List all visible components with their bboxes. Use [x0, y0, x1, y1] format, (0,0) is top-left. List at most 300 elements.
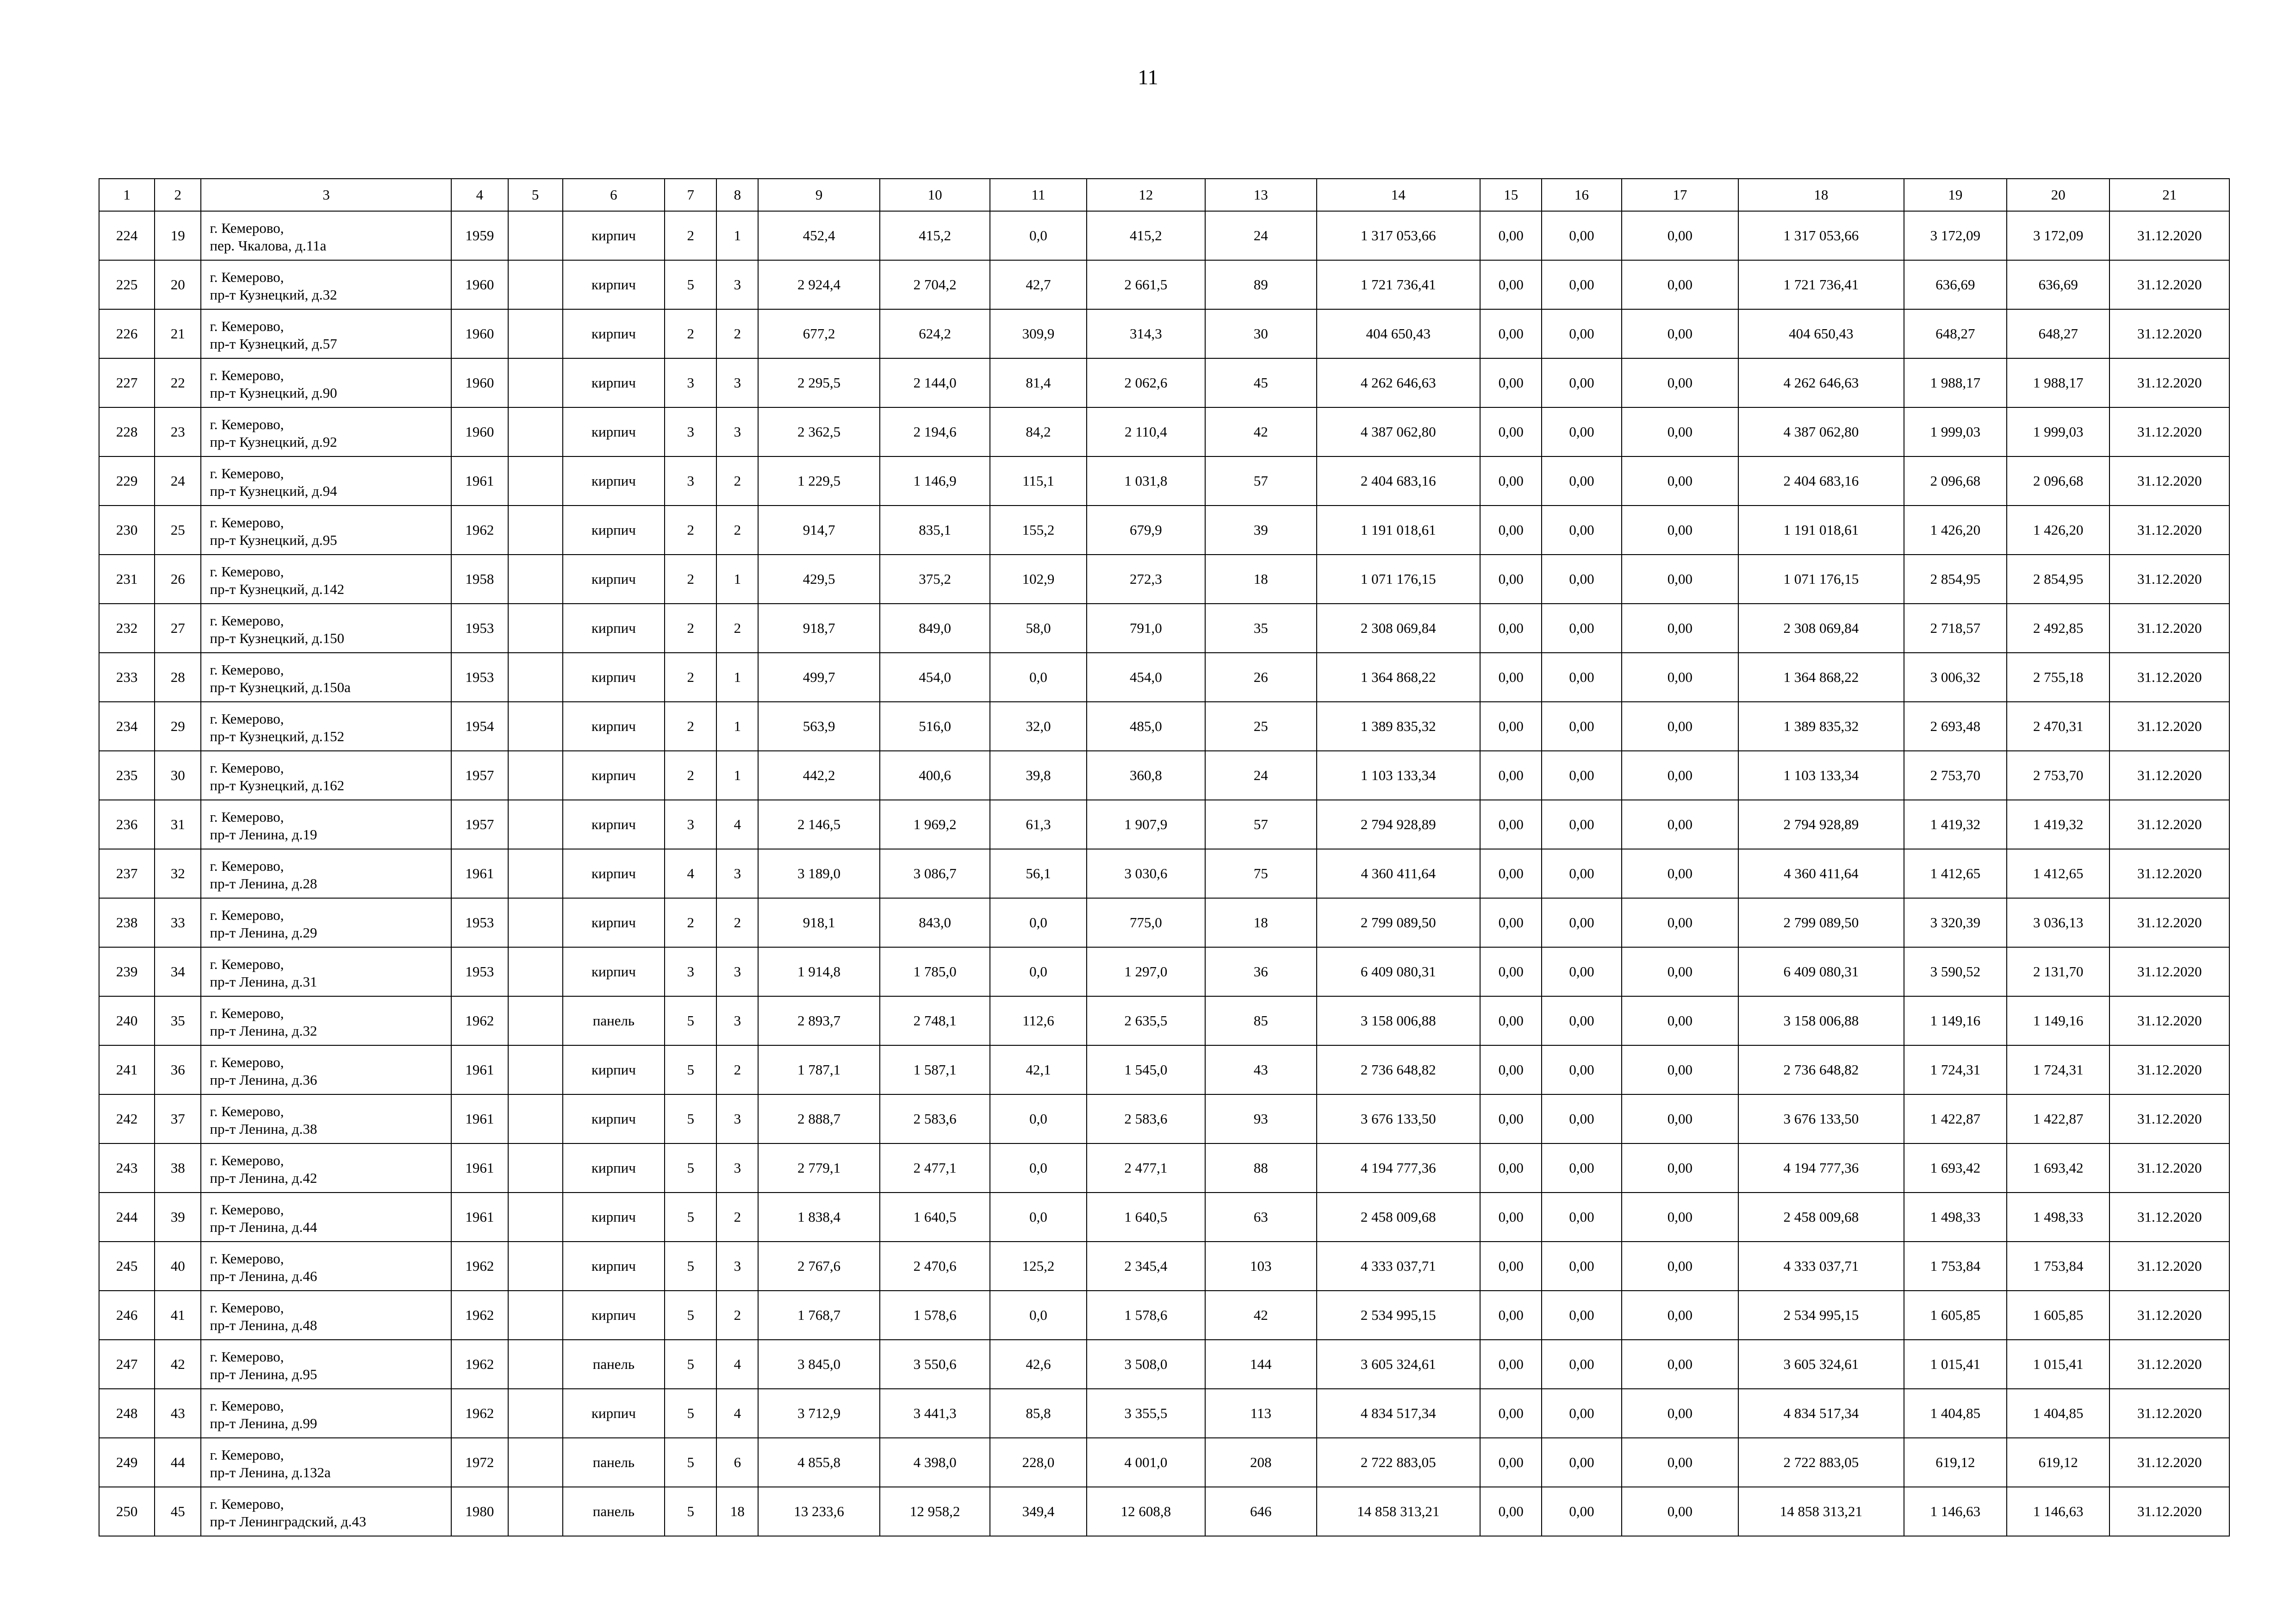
table-cell: [508, 456, 563, 506]
address-cell: [201, 800, 451, 849]
table-cell: 4 834 517,34: [1738, 1389, 1904, 1438]
table-cell: 42: [1205, 1291, 1316, 1340]
table-row: [99, 849, 2229, 898]
table-cell: 3 590,52: [1904, 947, 2007, 996]
header-row: [99, 179, 2229, 211]
address-street: пр-т Ленинградский, д.43: [210, 1513, 367, 1530]
address-cell: [201, 260, 451, 309]
table-cell: 1960: [451, 309, 508, 358]
table-cell: 56,1: [990, 849, 1086, 898]
table-cell: 75: [1205, 849, 1316, 898]
table-cell: кирпич: [563, 1143, 665, 1193]
table-cell: 1962: [451, 1242, 508, 1291]
table-cell: 0,00: [1480, 947, 1542, 996]
table-cell: 1 389 835,32: [1738, 702, 1904, 751]
table-cell: 3 006,32: [1904, 653, 2007, 702]
table-cell: 103: [1205, 1242, 1316, 1291]
table-cell: 0,00: [1542, 309, 1621, 358]
table-cell: 235: [99, 751, 155, 800]
table-cell: 0,00: [1542, 506, 1621, 555]
table-cell: 0,00: [1542, 849, 1621, 898]
table-cell: 1 412,65: [1904, 849, 2007, 898]
table-cell: кирпич: [563, 1389, 665, 1438]
table-cell: [508, 407, 563, 456]
table-cell: 0,00: [1480, 309, 1542, 358]
column-header: 16: [1542, 179, 1621, 211]
table-cell: 14 858 313,21: [1738, 1487, 1904, 1536]
table-row: [99, 555, 2229, 604]
table-cell: 1 605,85: [1904, 1291, 2007, 1340]
table-cell: 4 855,8: [758, 1438, 879, 1487]
table-cell: 1 015,41: [1904, 1340, 2007, 1389]
table-cell: 0,00: [1480, 604, 1542, 653]
table-cell: 1962: [451, 506, 508, 555]
table-cell: 0,00: [1480, 260, 1542, 309]
table-cell: 0,00: [1542, 653, 1621, 702]
table-cell: 3 172,09: [2007, 211, 2109, 260]
address-city: г. Кемерово,: [210, 1250, 284, 1267]
table-cell: 0,0: [990, 898, 1086, 947]
table-cell: 155,2: [990, 506, 1086, 555]
table-cell: 0,0: [990, 1094, 1086, 1143]
table-cell: 2 404 683,16: [1738, 456, 1904, 506]
table-cell: 0,00: [1542, 751, 1621, 800]
table-cell: 43: [1205, 1045, 1316, 1094]
table-cell: 3: [716, 260, 758, 309]
address-city: г. Кемерово,: [210, 612, 284, 629]
table-cell: 18: [1205, 898, 1316, 947]
table-cell: [508, 555, 563, 604]
table-cell: 113: [1205, 1389, 1316, 1438]
table-cell: 2 736 648,82: [1317, 1045, 1481, 1094]
table-cell: 2: [665, 604, 716, 653]
table-cell: 1953: [451, 604, 508, 653]
table-cell: 0,00: [1622, 1340, 1738, 1389]
table-row: [99, 947, 2229, 996]
table-cell: 0,00: [1622, 996, 1738, 1045]
table-cell: 1 693,42: [1904, 1143, 2007, 1193]
table-cell: 1972: [451, 1438, 508, 1487]
table-cell: 0,00: [1480, 996, 1542, 1045]
table-cell: 1 422,87: [2007, 1094, 2109, 1143]
table-cell: 1 015,41: [2007, 1340, 2109, 1389]
table-cell: 4 387 062,80: [1317, 407, 1481, 456]
table-cell: 1961: [451, 849, 508, 898]
table-cell: 5: [665, 1143, 716, 1193]
table-cell: 4 262 646,63: [1738, 358, 1904, 407]
table-cell: панель: [563, 996, 665, 1045]
table-cell: 0,00: [1622, 604, 1738, 653]
table-cell: 5: [665, 1389, 716, 1438]
table-row: [99, 1389, 2229, 1438]
column-header: 19: [1904, 179, 2007, 211]
address-city: г. Кемерово,: [210, 367, 284, 383]
table-cell: 2: [716, 898, 758, 947]
table-cell: 1 229,5: [758, 456, 879, 506]
table-cell: 2 146,5: [758, 800, 879, 849]
table-cell: 791,0: [1087, 604, 1205, 653]
column-header: 18: [1738, 179, 1904, 211]
table-cell: 89: [1205, 260, 1316, 309]
address-cell: [201, 1094, 451, 1143]
table-cell: 1 297,0: [1087, 947, 1205, 996]
table-cell: 3 550,6: [880, 1340, 990, 1389]
table-cell: 1961: [451, 1045, 508, 1094]
table-cell: 29: [155, 702, 201, 751]
address-city: г. Кемерово,: [210, 1152, 284, 1168]
table-cell: 636,69: [1904, 260, 2007, 309]
table-cell: 5: [665, 1094, 716, 1143]
table-cell: 0,00: [1542, 1045, 1621, 1094]
table-cell: 2: [665, 211, 716, 260]
address-city: г. Кемерово,: [210, 1398, 284, 1414]
table-cell: 26: [1205, 653, 1316, 702]
table-cell: 2 722 883,05: [1738, 1438, 1904, 1487]
table-cell: 2 144,0: [880, 358, 990, 407]
table-cell: 42: [155, 1340, 201, 1389]
table-cell: 2 854,95: [2007, 555, 2109, 604]
table-cell: 0,00: [1542, 996, 1621, 1045]
table-cell: 0,00: [1480, 800, 1542, 849]
table-cell: 1 999,03: [2007, 407, 2109, 456]
table-cell: 31.12.2020: [2109, 1242, 2229, 1291]
table-cell: 5: [665, 1291, 716, 1340]
table-cell: 230: [99, 506, 155, 555]
table-cell: 843,0: [880, 898, 990, 947]
table-cell: 1 317 053,66: [1738, 211, 1904, 260]
address-street: пр-т Ленина, д.31: [210, 974, 317, 990]
table-cell: 2 753,70: [2007, 751, 2109, 800]
table-cell: кирпич: [563, 260, 665, 309]
table-cell: 3 605 324,61: [1317, 1340, 1481, 1389]
address-street: пер. Чкалова, д.11а: [210, 237, 327, 254]
table-cell: 1 191 018,61: [1317, 506, 1481, 555]
address-city: г. Кемерово,: [210, 711, 284, 727]
column-header: 13: [1205, 179, 1316, 211]
table-cell: 1 768,7: [758, 1291, 879, 1340]
table-cell: кирпич: [563, 555, 665, 604]
table-cell: 3 086,7: [880, 849, 990, 898]
table-cell: 272,3: [1087, 555, 1205, 604]
address-cell: [201, 1193, 451, 1242]
table-cell: 0,00: [1480, 407, 1542, 456]
table-cell: 1960: [451, 358, 508, 407]
table-cell: 3: [665, 407, 716, 456]
table-cell: 27: [155, 604, 201, 653]
table-cell: 2: [665, 751, 716, 800]
table-row: [99, 1143, 2229, 1193]
table-cell: 31.12.2020: [2109, 751, 2229, 800]
table-cell: 3: [665, 456, 716, 506]
table-cell: 0,00: [1480, 1291, 1542, 1340]
table-cell: 31.12.2020: [2109, 702, 2229, 751]
table-cell: 415,2: [1087, 211, 1205, 260]
address-city: г. Кемерово,: [210, 563, 284, 580]
table-cell: 1 724,31: [1904, 1045, 2007, 1094]
table-cell: 63: [1205, 1193, 1316, 1242]
table-cell: 231: [99, 555, 155, 604]
column-header: 7: [665, 179, 716, 211]
column-header: 11: [990, 179, 1086, 211]
table-cell: 85: [1205, 996, 1316, 1045]
table-cell: кирпич: [563, 1045, 665, 1094]
table-cell: 31.12.2020: [2109, 800, 2229, 849]
address-street: пр-т Кузнецкий, д.57: [210, 336, 337, 352]
table-cell: 0,00: [1622, 751, 1738, 800]
table-cell: 2: [665, 555, 716, 604]
table-cell: 4: [665, 849, 716, 898]
address-city: г. Кемерово,: [210, 760, 284, 776]
table-cell: 2 661,5: [1087, 260, 1205, 309]
table-cell: 1 753,84: [2007, 1242, 2109, 1291]
table-cell: 0,00: [1622, 1242, 1738, 1291]
table-cell: 1 103 133,34: [1317, 751, 1481, 800]
table-cell: 2 131,70: [2007, 947, 2109, 996]
table-cell: 1960: [451, 260, 508, 309]
table-cell: 2 308 069,84: [1738, 604, 1904, 653]
table-cell: 32,0: [990, 702, 1086, 751]
table-cell: 1 907,9: [1087, 800, 1205, 849]
address-city: г. Кемерово,: [210, 220, 284, 236]
table-cell: 234: [99, 702, 155, 751]
table-cell: 243: [99, 1143, 155, 1193]
table-cell: 1 146,9: [880, 456, 990, 506]
table-cell: 1 721 736,41: [1317, 260, 1481, 309]
table-cell: 1 404,85: [1904, 1389, 2007, 1438]
column-header: 10: [880, 179, 990, 211]
address-city: г. Кемерово,: [210, 514, 284, 531]
table-cell: [508, 898, 563, 947]
table-cell: 1 787,1: [758, 1045, 879, 1094]
address-street: пр-т Ленина, д.46: [210, 1268, 317, 1284]
table-row: [99, 996, 2229, 1045]
table-cell: 5: [665, 1193, 716, 1242]
column-header: 17: [1622, 179, 1738, 211]
table-cell: 14 858 313,21: [1317, 1487, 1481, 1536]
table-cell: 2 748,1: [880, 996, 990, 1045]
table-cell: 43: [155, 1389, 201, 1438]
table-cell: 0,00: [1480, 751, 1542, 800]
table-cell: 238: [99, 898, 155, 947]
table-cell: 0,00: [1542, 1389, 1621, 1438]
table-cell: 914,7: [758, 506, 879, 555]
address-cell: [201, 1143, 451, 1193]
table-cell: 93: [1205, 1094, 1316, 1143]
table-cell: 31.12.2020: [2109, 947, 2229, 996]
table-cell: [508, 1193, 563, 1242]
table-cell: 13 233,6: [758, 1487, 879, 1536]
table-cell: 516,0: [880, 702, 990, 751]
table-cell: [508, 506, 563, 555]
table-cell: 20: [155, 260, 201, 309]
table-cell: 2 753,70: [1904, 751, 2007, 800]
table-cell: 3: [716, 1242, 758, 1291]
table-cell: 918,7: [758, 604, 879, 653]
table-cell: 208: [1205, 1438, 1316, 1487]
table-cell: [508, 358, 563, 407]
table-cell: 4 398,0: [880, 1438, 990, 1487]
table-cell: 228: [99, 407, 155, 456]
table-cell: 5: [665, 1045, 716, 1094]
table-cell: 57: [1205, 800, 1316, 849]
table-cell: 36: [1205, 947, 1316, 996]
address-street: пр-т Ленина, д.99: [210, 1415, 317, 1431]
table-cell: 404 650,43: [1317, 309, 1481, 358]
table-cell: 115,1: [990, 456, 1086, 506]
table-cell: 3 508,0: [1087, 1340, 1205, 1389]
address-cell: [201, 947, 451, 996]
address-cell: [201, 555, 451, 604]
column-header: 5: [508, 179, 563, 211]
table-cell: 0,00: [1622, 1291, 1738, 1340]
table-cell: 0,00: [1622, 1143, 1738, 1193]
table-cell: 1 605,85: [2007, 1291, 2109, 1340]
table-cell: 360,8: [1087, 751, 1205, 800]
table-row: [99, 653, 2229, 702]
table-cell: 40: [155, 1242, 201, 1291]
table-cell: 0,00: [1542, 1242, 1621, 1291]
table-cell: 2 477,1: [1087, 1143, 1205, 1193]
table-cell: 0,00: [1542, 1340, 1621, 1389]
table-cell: 44: [155, 1438, 201, 1487]
table-cell: 1962: [451, 1389, 508, 1438]
table-cell: 31.12.2020: [2109, 1094, 2229, 1143]
table-cell: 1 587,1: [880, 1045, 990, 1094]
table-cell: [508, 702, 563, 751]
table-row: [99, 1045, 2229, 1094]
table-cell: 1 426,20: [1904, 506, 2007, 555]
table-cell: 25: [1205, 702, 1316, 751]
table-cell: 248: [99, 1389, 155, 1438]
table-cell: 3 036,13: [2007, 898, 2109, 947]
address-cell: [201, 604, 451, 653]
table-cell: 918,1: [758, 898, 879, 947]
table-cell: 3 712,9: [758, 1389, 879, 1438]
table-cell: 4 333 037,71: [1738, 1242, 1904, 1291]
table-cell: 0,00: [1622, 1389, 1738, 1438]
table-cell: 2: [716, 1291, 758, 1340]
table-cell: 81,4: [990, 358, 1086, 407]
table-cell: 12 958,2: [880, 1487, 990, 1536]
table-cell: 31.12.2020: [2109, 555, 2229, 604]
table-cell: 3 676 133,50: [1738, 1094, 1904, 1143]
table-cell: 246: [99, 1291, 155, 1340]
table-cell: кирпич: [563, 604, 665, 653]
table-cell: 4 194 777,36: [1317, 1143, 1481, 1193]
table-cell: кирпич: [563, 800, 665, 849]
address-cell: [201, 1389, 451, 1438]
address-city: г. Кемерово,: [210, 1496, 284, 1512]
table-cell: 429,5: [758, 555, 879, 604]
table-cell: 0,00: [1542, 947, 1621, 996]
table-cell: 0,00: [1542, 1094, 1621, 1143]
table-cell: 4 001,0: [1087, 1438, 1205, 1487]
table-cell: 0,00: [1480, 653, 1542, 702]
table-cell: 42,7: [990, 260, 1086, 309]
table-cell: 375,2: [880, 555, 990, 604]
table-cell: 1 071 176,15: [1738, 555, 1904, 604]
table-cell: 2: [716, 604, 758, 653]
table-cell: 18: [716, 1487, 758, 1536]
address-cell: [201, 358, 451, 407]
table-cell: 2 924,4: [758, 260, 879, 309]
table-cell: 1961: [451, 1143, 508, 1193]
address-cell: [201, 211, 451, 260]
table-cell: 1 640,5: [880, 1193, 990, 1242]
table-cell: 31.12.2020: [2109, 1438, 2229, 1487]
table-cell: 1 999,03: [1904, 407, 2007, 456]
table-cell: 6 409 080,31: [1317, 947, 1481, 996]
table-cell: 5: [665, 1487, 716, 1536]
table-cell: 775,0: [1087, 898, 1205, 947]
column-header: 4: [451, 179, 508, 211]
table-cell: 42,1: [990, 1045, 1086, 1094]
address-street: пр-т Кузнецкий, д.150а: [210, 679, 351, 695]
table-row: [99, 309, 2229, 358]
table-cell: 0,00: [1480, 1487, 1542, 1536]
address-city: г. Кемерово,: [210, 1201, 284, 1218]
table-cell: панель: [563, 1487, 665, 1536]
table-cell: 1961: [451, 1193, 508, 1242]
address-street: пр-т Ленина, д.32: [210, 1023, 317, 1039]
table-cell: 3 845,0: [758, 1340, 879, 1389]
table-row: [99, 1094, 2229, 1143]
table-cell: 3 189,0: [758, 849, 879, 898]
table-cell: 1 426,20: [2007, 506, 2109, 555]
address-street: пр-т Кузнецкий, д.90: [210, 385, 337, 401]
table-cell: 45: [155, 1487, 201, 1536]
column-header: 9: [758, 179, 879, 211]
address-city: г. Кемерово,: [210, 465, 284, 481]
table-cell: 226: [99, 309, 155, 358]
table-row: [99, 211, 2229, 260]
table-cell: 4: [716, 1340, 758, 1389]
table-cell: 0,00: [1622, 1438, 1738, 1487]
table-cell: 3 676 133,50: [1317, 1094, 1481, 1143]
address-city: г. Кемерово,: [210, 907, 284, 923]
table-cell: 1 389 835,32: [1317, 702, 1481, 751]
table-cell: 31.12.2020: [2109, 996, 2229, 1045]
table-cell: панель: [563, 1438, 665, 1487]
table-cell: 3: [716, 1094, 758, 1143]
table-cell: 0,00: [1480, 1438, 1542, 1487]
table-cell: 31.12.2020: [2109, 1487, 2229, 1536]
table-cell: 454,0: [880, 653, 990, 702]
table-cell: кирпич: [563, 751, 665, 800]
table-cell: 648,27: [1904, 309, 2007, 358]
table-cell: 849,0: [880, 604, 990, 653]
table-cell: 1: [716, 751, 758, 800]
table-cell: 1 149,16: [1904, 996, 2007, 1045]
table-cell: 37: [155, 1094, 201, 1143]
table-cell: 1 419,32: [1904, 800, 2007, 849]
table-cell: 36: [155, 1045, 201, 1094]
table-cell: 1 914,8: [758, 947, 879, 996]
address-city: г. Кемерово,: [210, 269, 284, 285]
table-cell: 32: [155, 849, 201, 898]
table-row: [99, 604, 2229, 653]
table-cell: 1980: [451, 1487, 508, 1536]
table-cell: 3: [665, 800, 716, 849]
table-cell: 0,00: [1480, 506, 1542, 555]
table-cell: кирпич: [563, 358, 665, 407]
table-cell: 0,00: [1622, 358, 1738, 407]
table-cell: 31.12.2020: [2109, 211, 2229, 260]
table-cell: 648,27: [2007, 309, 2109, 358]
table-cell: 31.12.2020: [2109, 849, 2229, 898]
address-street: пр-т Кузнецкий, д.95: [210, 532, 337, 548]
table-cell: 31.12.2020: [2109, 604, 2229, 653]
